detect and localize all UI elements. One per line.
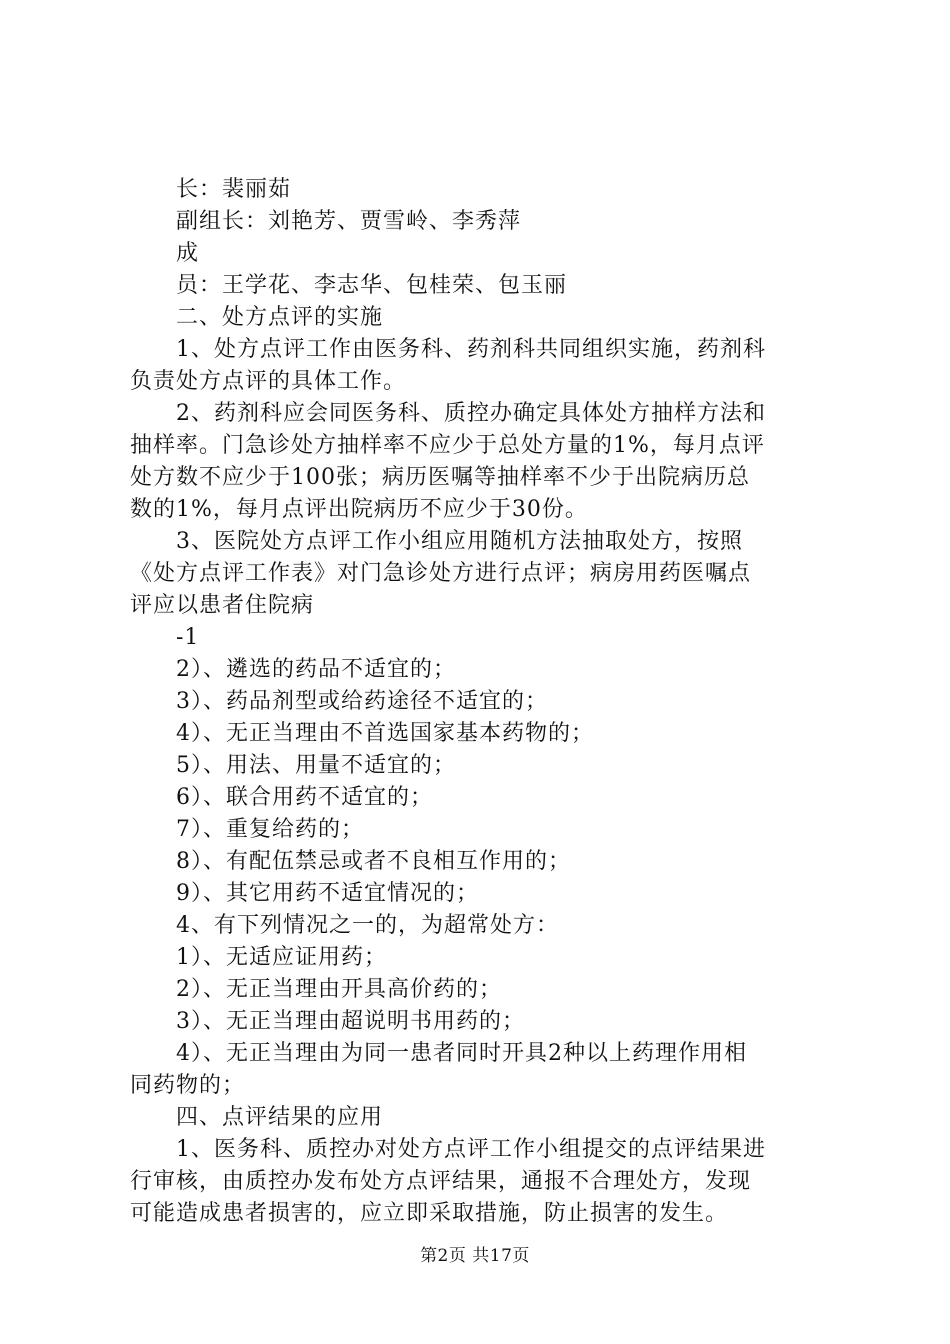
section-heading: 二、处方点评的实施 <box>176 305 384 330</box>
list-item: 3）、无正当理由超说明书用药的； <box>176 1009 525 1034</box>
text-line: 1、处方点评工作由医务科、药剂科共同组织实施，药剂科 <box>176 337 766 362</box>
text-line: 1、医务科、质控办对处方点评工作小组提交的点评结果进 <box>176 1137 766 1162</box>
list-item: 4）、无正当理由不首选国家基本药物的； <box>176 721 594 746</box>
list-item: 2）、无正当理由开具高价药的； <box>176 977 502 1002</box>
text-line: 副组长：刘艳芳、贾雪岭、李秀萍 <box>176 209 522 234</box>
text-line: 长：裴丽茹 <box>176 177 292 202</box>
list-item: 4）、无正当理由为同一患者同时开具2种以上药理作用相 <box>176 1041 747 1066</box>
text-line: 行审核，由质控办发布处方点评结果，通报不合理处方，发现 <box>130 1169 752 1194</box>
paragraph <box>130 398 830 526</box>
list-item: 6）、联合用药不适宜的； <box>176 785 433 810</box>
text-line: 成 <box>176 241 200 266</box>
list-item: 1）、无适应证用药； <box>176 945 387 970</box>
page-footer: 第2页 共17页 <box>420 1246 530 1266</box>
text-line: 评应以患者住院病 <box>130 593 315 618</box>
list-item: 9）、其它用药不适宜情况的； <box>176 881 479 906</box>
list-item: 3）、药品剂型或给药途径不适宜的； <box>176 689 548 714</box>
text-line: 可能造成患者损害的，应立即采取措施，防止损害的发生。 <box>130 1201 729 1226</box>
paragraph <box>130 1134 830 1230</box>
section-heading: 四、点评结果的应用 <box>176 1105 384 1130</box>
text-line: 抽样率。门急诊处方抽样率不应少于总处方量的1%，每月点评 <box>130 433 765 458</box>
paragraph <box>130 526 830 622</box>
text-line: 处方数不应少于100张；病历医嘱等抽样率不少于出院病历总 <box>130 465 750 490</box>
list-item: 5）、用法、用量不适宜的； <box>176 753 456 778</box>
text-line: 数的1%，每月点评出院病历不应少于30份。 <box>130 497 588 522</box>
document-body <box>130 174 830 1230</box>
text-line: 同药物的； <box>130 1073 246 1098</box>
text-line: 2、药剂科应会同医务科、质控办确定具体处方抽样方法和 <box>176 401 766 426</box>
list-item: 2）、遴选的药品不适宜的； <box>176 657 456 682</box>
paragraph <box>130 334 830 398</box>
text-line: -1 <box>176 625 200 650</box>
list-item: 7）、重复给药的； <box>176 817 364 842</box>
paragraph <box>130 1038 830 1102</box>
text-line: 3、医院处方点评工作小组应用随机方法抽取处方，按照 <box>176 529 743 554</box>
text-line: 负责处方点评的具体工作。 <box>130 369 407 394</box>
list-item: 8）、有配伍禁忌或者不良相互作用的； <box>176 849 571 874</box>
text-line: 《处方点评工作表》对门急诊处方进行点评；病房用药医嘱点 <box>130 561 752 586</box>
text-line: 4、有下列情况之一的，为超常处方： <box>176 913 559 938</box>
text-line: 员：王学花、李志华、包桂荣、包玉丽 <box>176 273 568 298</box>
